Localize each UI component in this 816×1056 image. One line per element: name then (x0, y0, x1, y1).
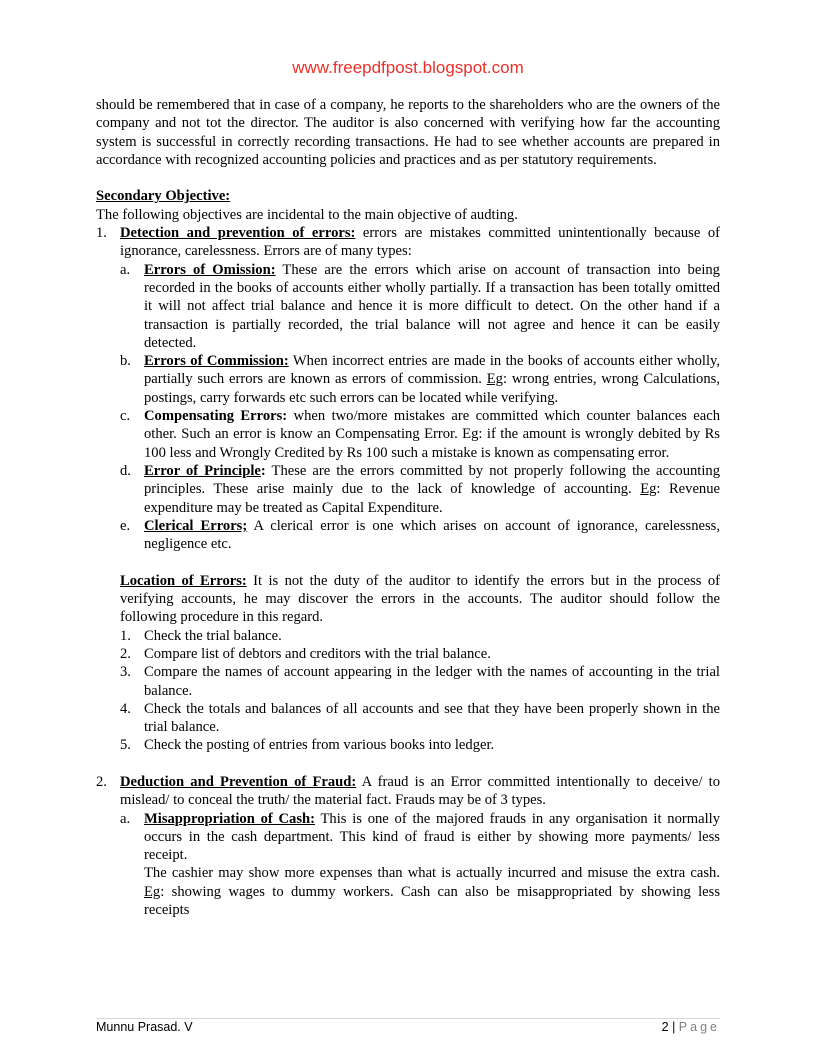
step-text: Compare the names of account appearing in the ledger with the names of accounting in the trial balance. (144, 664, 720, 699)
secondary-objective-heading (96, 187, 720, 205)
footer-page-number (662, 1020, 720, 1034)
footer-author: Munnu Prasad. V (96, 1020, 193, 1034)
item-title: Detection and prevention of errors: (120, 225, 356, 242)
list-marker: 4. (120, 700, 131, 717)
page-content (96, 96, 720, 919)
list-marker: a. (120, 810, 131, 827)
heading-text: Secondary Objective: (96, 188, 231, 205)
list-marker: d. (120, 462, 131, 479)
sub-item-clerical (96, 517, 720, 554)
eg-text: Eg (144, 883, 161, 900)
list-marker: a. (120, 261, 131, 278)
item-title: Compensating Errors: (144, 408, 288, 425)
list-item-fraud (96, 773, 720, 810)
location-of-errors-paragraph (96, 572, 720, 627)
item-title: Deduction and Prevention of Fraud: (120, 773, 357, 790)
item-title: Error of Principle (144, 462, 261, 479)
item-text: The cashier may show more expenses than what is actually incurred and misuse the extra cash. (144, 865, 720, 882)
item-title: Misappropriation of Cash: (144, 810, 315, 827)
item-title: Errors of Commission: (144, 353, 289, 370)
sub-item-omission (96, 261, 720, 352)
section-title: Location of Errors: (120, 572, 247, 589)
location-step-1 (96, 627, 720, 645)
sub-item-misappropriation (96, 810, 720, 865)
sub-item-principle (96, 462, 720, 517)
step-text: Check the trial balance. (144, 627, 282, 644)
item-title-colon: : (260, 462, 266, 479)
item-text: errors are mistakes committed unintentionally because of ignorance, carelessness. Errors are of many types: (120, 225, 720, 260)
eg-text: Eg (486, 371, 503, 388)
item-text: These are the errors committed by not properly following the accounting principles. These arise mainly due to the lack of knowledge of accounting. (144, 462, 720, 498)
item-text: A fraud is an Error committed intentionally to deceive/ to mislead/ to conceal the truth/ the material fact. Frauds may be of 3 types. (120, 773, 720, 809)
list-marker: e. (120, 517, 131, 534)
item-title: Clerical Errors; (144, 517, 248, 534)
item-text-cont: : showing wages to dummy workers. Cash can also be misappropriated by showing less receipts (144, 883, 720, 919)
secondary-objective-intro: The following objectives are incidental to the main objective of audting. (96, 206, 518, 223)
list-marker: c. (120, 408, 131, 425)
step-text: Compare list of debtors and creditors with the trial balance. (144, 645, 491, 662)
intro-paragraph: should be remembered that in case of a company, he reports to the shareholders who are the owners of the company and not tot the director. The auditor is also concerned with verifying how far the accounting system is successful in correctly recording transactions. He had to see whether accounts are prepared in accordance with recognized accounting policies and practices and as per statutory requirements. (96, 97, 720, 168)
location-step-4 (96, 700, 720, 737)
list-marker: 1. (96, 225, 107, 242)
location-step-5 (96, 736, 720, 754)
list-marker: 3. (120, 664, 131, 681)
page-number: 2 (661, 1020, 669, 1034)
list-item-errors (96, 224, 720, 261)
sub-item-commission (96, 352, 720, 407)
list-marker: 2. (120, 645, 131, 662)
eg-text: Eg (640, 481, 657, 498)
location-step-2 (96, 645, 720, 663)
step-text: Check the posting of entries from various books into ledger. (144, 737, 495, 754)
list-marker: b. (120, 353, 131, 370)
sub-item-misappropriation-cont (96, 864, 720, 919)
list-marker: 5. (120, 737, 131, 754)
item-text: When incorrect entries are made in the books of accounts either wholly, partially such errors are known as errors of commission. (144, 353, 720, 388)
page-separator: | (672, 1020, 676, 1034)
item-text: when two/more mistakes are committed which counter balances each other. Such an error is know an Compensating Error. Eg: if the amount is wrongly debited by Rs 100 less and Wrongly Credited by Rs 100 such a mistake is known as compensating error. (144, 408, 720, 461)
footer-divider (96, 1018, 720, 1019)
sub-item-compensating (96, 407, 720, 462)
section-text: It is not the duty of the auditor to identify the errors but in the process of verifying accounts, he may discover the errors in the accounts. The auditor should follow the following procedure in this regard. (120, 572, 720, 626)
list-marker: 1. (120, 627, 131, 644)
item-text: A clerical error is one which arises on account of ignorance, carelessness, negligence etc. (144, 517, 721, 553)
item-title: Errors of Omission: (144, 261, 276, 278)
list-marker: 2. (96, 773, 107, 790)
page-word: Page (678, 1020, 720, 1034)
item-text: These are the errors which arise on account of transaction into being recorded in the books of accounts either wholly partially. If a transaction has been totally omitted it will not affect trial balance and hence it is more difficult to detect. On the other hand if a transaction is partially recorded, the trial balance will not agree and hence it can be easily detected. (144, 261, 720, 351)
step-text: Check the totals and balances of all accounts and see that they have been properly shown in the trial balance. (144, 700, 720, 736)
item-text: This is one of the majored frauds in any organisation it normally occurs in the cash department. This kind of fraud is either by showing more payments/ less receipt. (144, 810, 720, 864)
watermark-url: www.freepdfpost.blogspot.com (292, 58, 524, 77)
item-text-cont: : wrong entries, wrong Calculations, postings, carry forwards etc such errors can be located while verifying. (144, 371, 720, 406)
item-text-cont: : Revenue expenditure may be treated as Capital Expenditure. (144, 481, 720, 516)
location-step-3 (96, 663, 720, 700)
